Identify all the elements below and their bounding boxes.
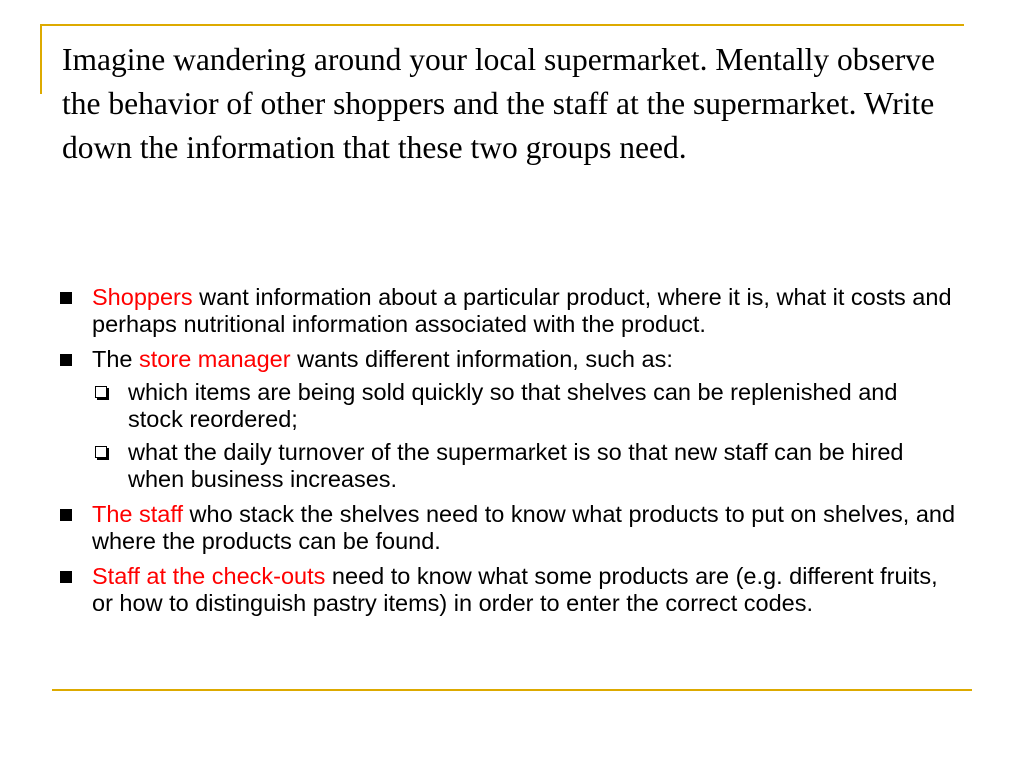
bullet-highlight: Shoppers xyxy=(92,284,193,310)
top-accent-rule xyxy=(40,24,964,26)
bullet-shoppers xyxy=(56,284,956,338)
bullet-highlight: store manager xyxy=(139,346,291,372)
square-bullet-icon xyxy=(60,571,72,583)
bullet-list xyxy=(56,284,956,625)
slide-title: Imagine wandering around your local supermarket. Mentally observe the behavior of other shoppers and the staff at the supermarket. Write down the information that these two groups need. xyxy=(62,42,935,165)
bullet-highlight: The staff xyxy=(92,501,184,527)
square-bullet-icon xyxy=(60,509,72,521)
bullet-staff xyxy=(56,501,956,555)
sub-bullet-text: what the daily turnover of the supermarket is so that new staff can be hired when business increases. xyxy=(128,439,904,492)
bullet-store-manager xyxy=(56,346,956,493)
sub-bullet-daily-turnover xyxy=(92,439,956,493)
bullet-text: who stack the shelves need to know what products to put on shelves, and where the products can be found. xyxy=(92,501,956,554)
bullet-text: want information about a particular product, where it is, what it costs and perhaps nutritional information associated with the product. xyxy=(92,284,952,337)
bullet-text: need to know what some products are (e.g. different fruits, or how to distinguish pastry items) in order to enter the correct codes. xyxy=(92,563,938,616)
bullet-highlight: Staff at the check-outs xyxy=(92,563,326,589)
bullet-lead: The xyxy=(92,346,140,372)
bullet-checkout-staff xyxy=(56,563,956,617)
square-bullet-icon xyxy=(60,354,72,366)
checkbox-bullet-icon xyxy=(95,386,107,398)
bullet-text: wants different information, such as: xyxy=(290,346,673,372)
sub-bullet-items-sold xyxy=(92,379,956,433)
square-bullet-icon xyxy=(60,292,72,304)
checkbox-bullet-icon xyxy=(95,446,107,458)
sub-bullet-text: which items are being sold quickly so that shelves can be replenished and stock reordered; xyxy=(128,379,898,432)
sub-bullet-list xyxy=(92,379,956,493)
bottom-accent-rule xyxy=(52,689,972,691)
left-accent-rule xyxy=(40,24,42,94)
